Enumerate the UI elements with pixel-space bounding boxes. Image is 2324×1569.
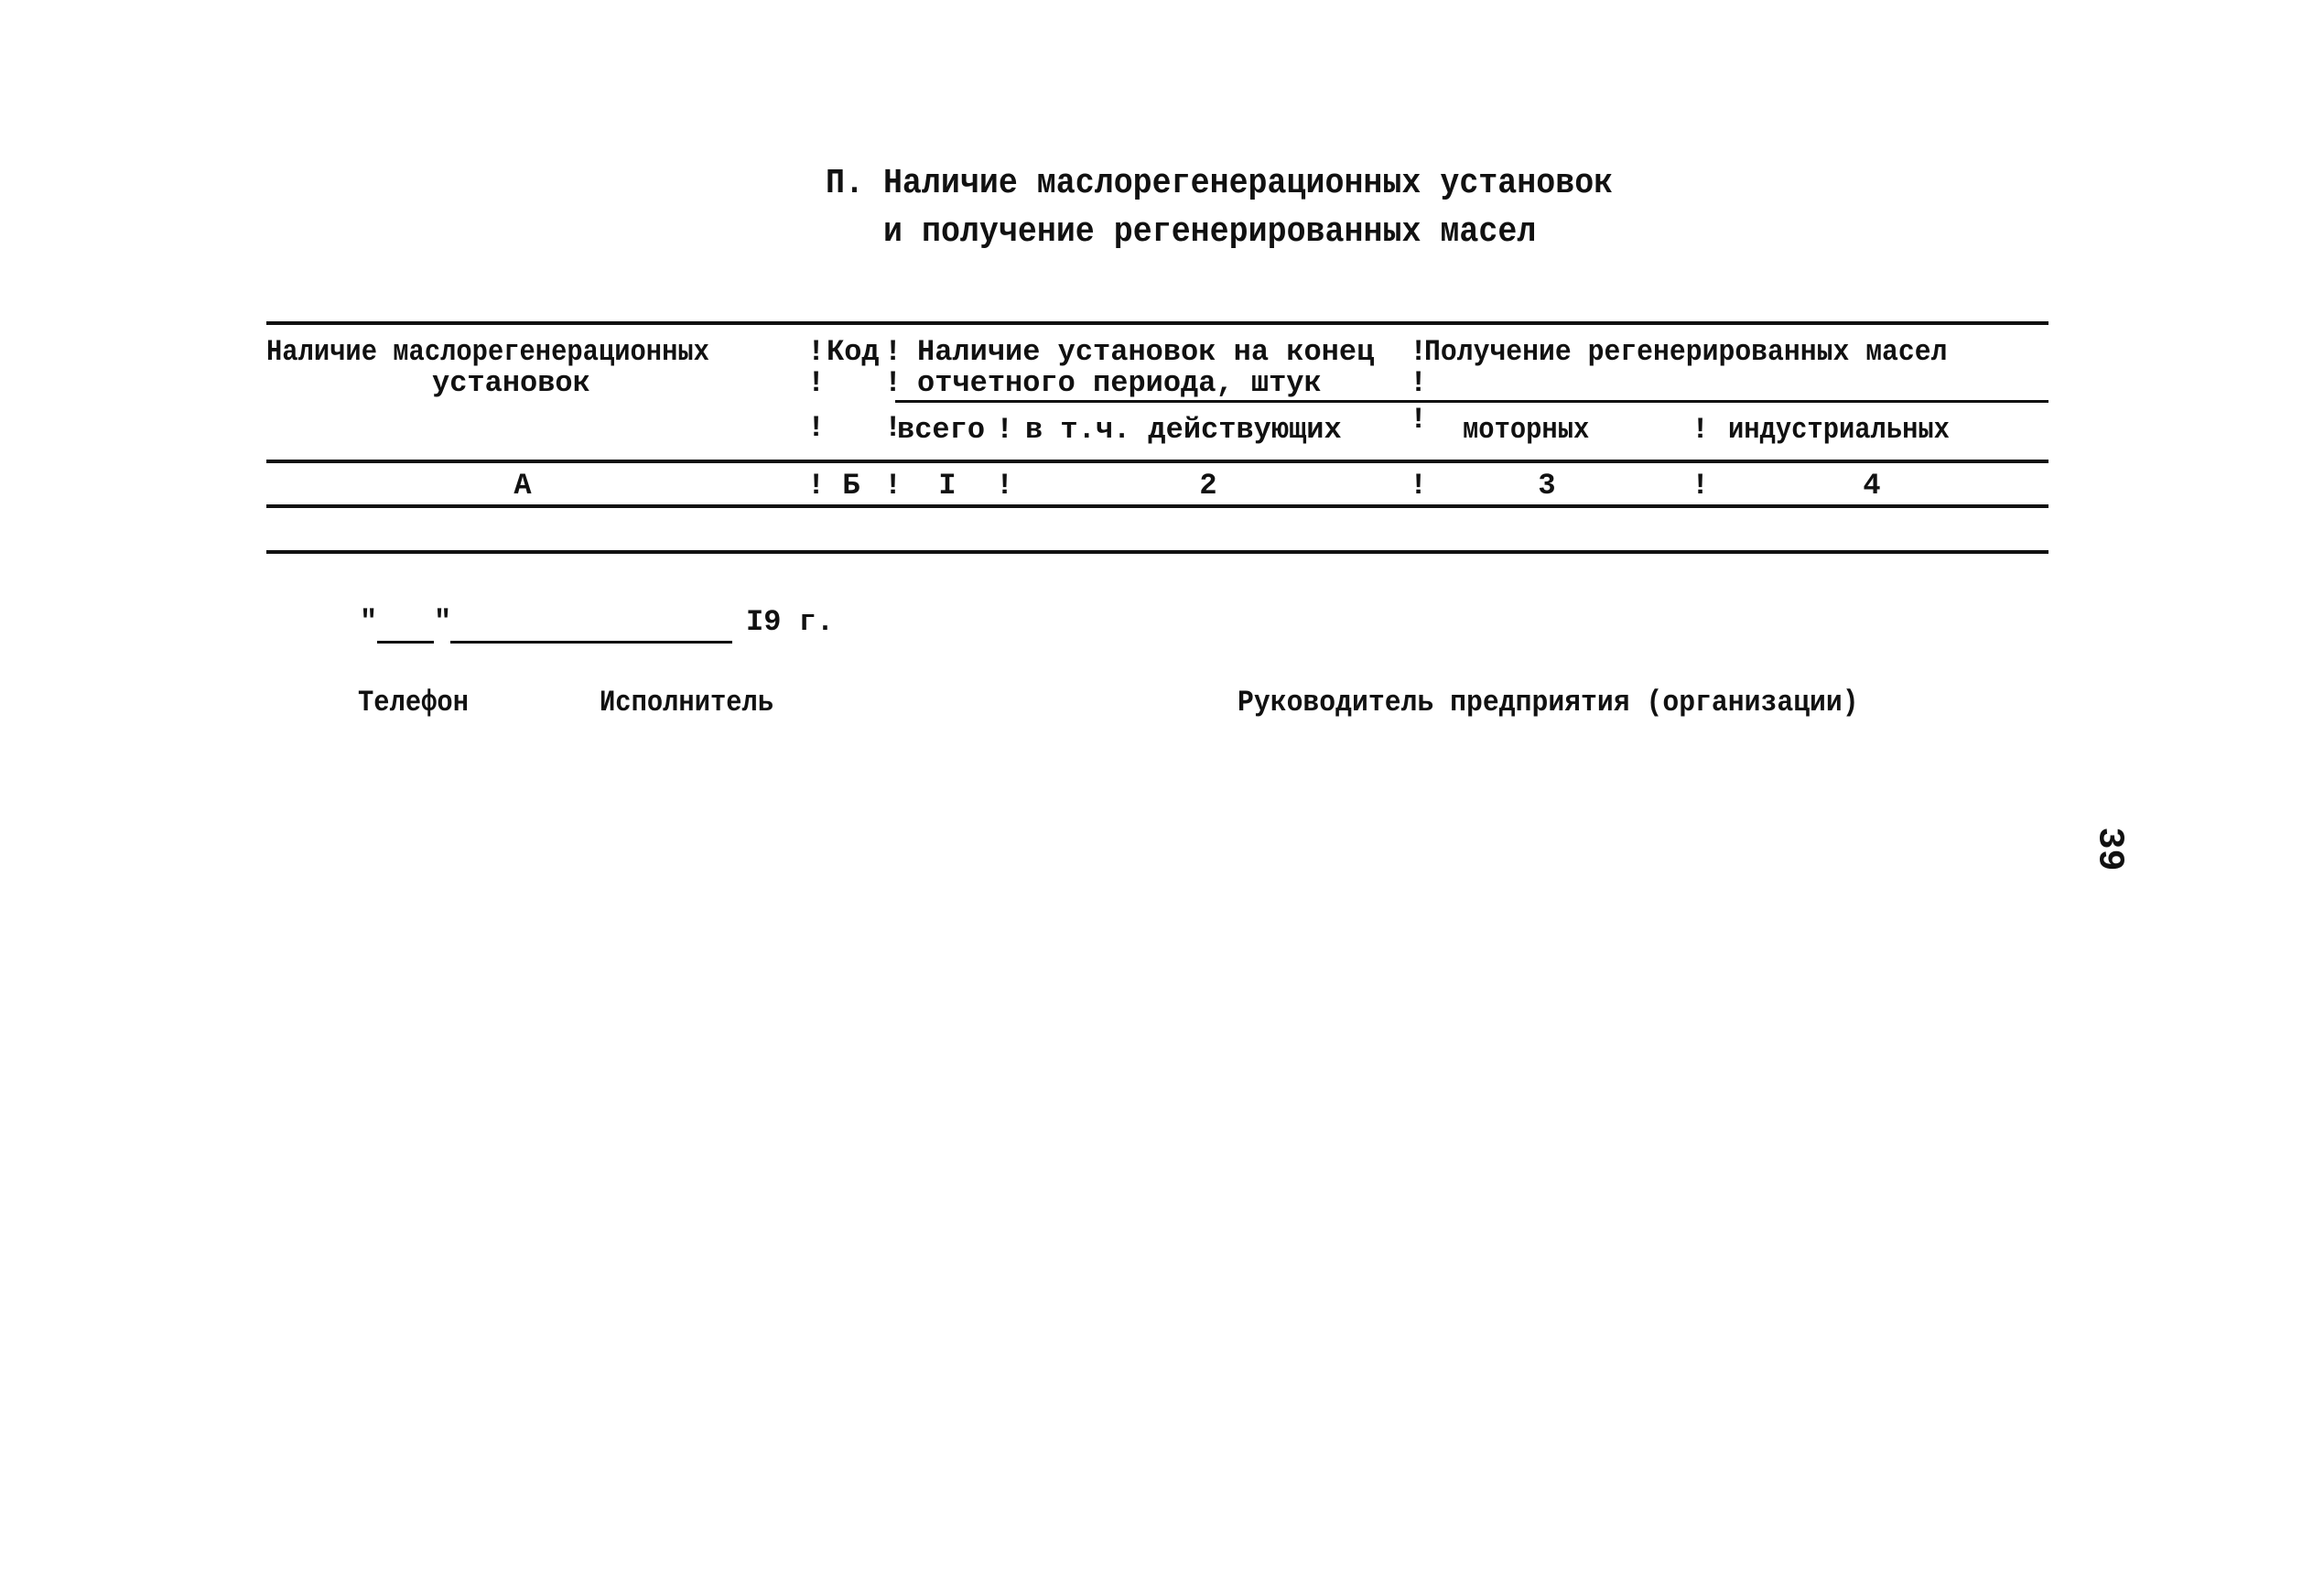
- executor-label: Исполнитель: [600, 686, 774, 720]
- column-number-a: А: [513, 469, 532, 503]
- column-separator: !: [1410, 366, 1428, 400]
- column-number-2: 2: [1199, 469, 1217, 503]
- column-separator: !: [807, 366, 826, 400]
- header-sub-rule: [895, 400, 2048, 403]
- column-separator: !: [1410, 469, 1428, 503]
- column-separator: !: [1692, 413, 1710, 447]
- column-separator: !: [1410, 403, 1428, 437]
- section-title-line2: и получение регенерированных масел: [883, 212, 1537, 252]
- column-separator: !: [884, 366, 903, 400]
- numbers-bottom-rule: [266, 504, 2048, 508]
- table-top-rule: [266, 321, 2048, 325]
- column-number-3: 3: [1538, 469, 1556, 503]
- column-separator: !: [884, 411, 903, 445]
- header-col-a-line1: Наличие маслорегенерационных: [266, 335, 709, 369]
- column-separator: !: [884, 335, 903, 369]
- column-separator: !: [807, 335, 826, 369]
- section-title-line1: П. Наличие маслорегенерационных установок: [826, 164, 1614, 203]
- day-blank: [377, 641, 434, 644]
- header-group1-line1: Наличие установок на конец: [917, 335, 1375, 369]
- column-separator: !: [996, 413, 1014, 447]
- header-sub-total: всего: [897, 413, 986, 447]
- year-label: I9 г.: [746, 605, 835, 639]
- header-col-code: Код: [827, 335, 880, 369]
- column-separator: !: [1692, 469, 1710, 503]
- column-number-1: I: [938, 469, 957, 503]
- phone-label: Телефон: [358, 686, 469, 720]
- column-separator: !: [884, 469, 903, 503]
- header-col-a-line2: установок: [432, 366, 590, 400]
- column-number-b: Б: [842, 469, 860, 503]
- table-bottom-rule: [266, 550, 2048, 554]
- header-sub-active: в т.ч. действующих: [1025, 413, 1342, 447]
- page-number: 39: [2088, 827, 2130, 871]
- header-sub-industrial: индустриальных: [1728, 413, 1950, 447]
- header-sub-motor: моторных: [1463, 413, 1590, 447]
- column-separator: !: [996, 469, 1014, 503]
- header-group2: Получение регенерированных масел: [1424, 335, 1948, 369]
- header-group1-line2: отчетного периода, штук: [917, 366, 1322, 400]
- column-number-4: 4: [1863, 469, 1881, 503]
- date-quote-close: ": [434, 605, 452, 639]
- column-separator: !: [1410, 335, 1428, 369]
- date-quote-open: ": [360, 605, 378, 639]
- month-blank: [450, 641, 732, 644]
- head-label: Руководитель предприятия (организации): [1238, 686, 1859, 720]
- column-separator: !: [807, 469, 826, 503]
- column-separator: !: [807, 411, 826, 445]
- header-bottom-rule: [266, 460, 2048, 463]
